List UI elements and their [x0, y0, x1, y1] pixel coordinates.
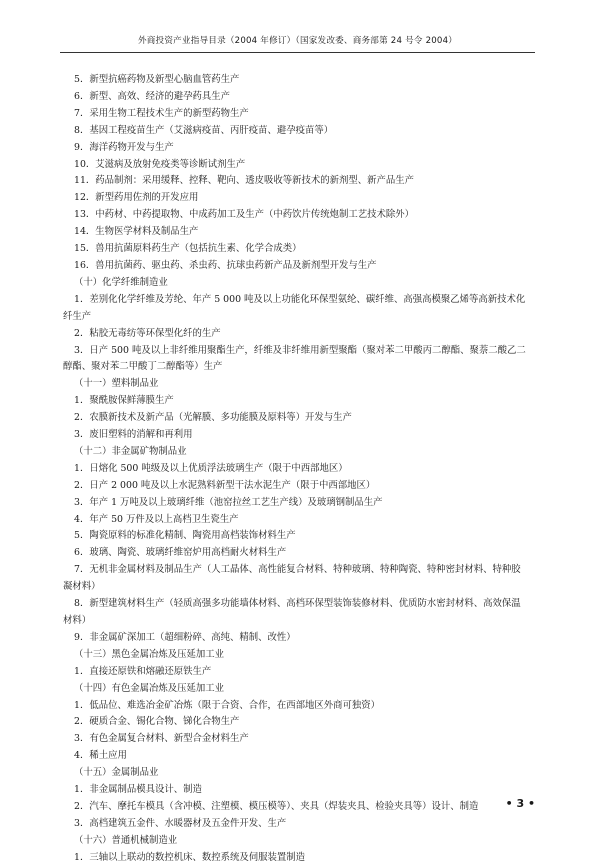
text-line: 2．汽车、摩托车模具（含冲模、注塑模、模压模等）、夹具（焊装夹具、检验夹具等）设计、制造 [74, 800, 479, 812]
text-line: 1．日熔化 500 吨级及以上优质浮法玻璃生产（限于中西部地区） [74, 462, 348, 474]
text-line: 3．废旧塑料的消解和再利用 [74, 429, 193, 441]
text-line: 1．聚酰胺保鲜薄膜生产 [74, 395, 174, 407]
text-line: （十四）有色金属冶炼及压延加工业 [74, 682, 225, 694]
text-line: 14．生物医学材料及制品生产 [74, 226, 199, 238]
text-line: 1．低品位、难选冶金矿冶炼（限于合资、合作，在西部地区外商可独资） [74, 699, 380, 711]
text-line: （十一）塑料制品业 [74, 378, 159, 390]
text-line: 3．有色金属复合材料、新型合金材料生产 [74, 733, 249, 745]
text-line: 1．差别化化学纤维及芳纶、年产 5 000 吨及以上功能化环保型氨纶、碳纤维、高强高模聚乙烯等高新技术化 [74, 293, 526, 305]
text-line: 7．采用生物工程技术生产的新型药物生产 [74, 107, 249, 119]
text-line: 1．非金属制品模具设计、制造 [74, 784, 202, 796]
text-line: 1．直接还原铁和熔融还原铁生产 [74, 665, 212, 677]
text-line: （十三）黑色金属冶炼及压延加工业 [74, 648, 225, 660]
document-body [63, 72, 547, 867]
text-line: 6．玻璃、陶瓷、玻璃纤维窑炉用高档耐火材料生产 [74, 547, 287, 559]
text-line: 3．日产 500 吨及以上非纤维用聚酯生产，纤维及非纤维用新型聚酯（聚对苯二甲酸丙二醇酯、聚萘二酸乙二 [74, 344, 526, 356]
text-line: 3．年产 1 万吨及以上玻璃纤维（池窑拉丝工艺生产线）及玻璃钢制品生产 [74, 496, 383, 508]
page-number: • 3 • [505, 797, 535, 810]
text-line: 7．无机非金属材料及制品生产（人工晶体、高性能复合材料、特种玻璃、特种陶瓷、特种密封材料、特种胶 [74, 564, 521, 576]
text-line: 15．兽用抗菌原料药生产（包括抗生素、化学合成类） [74, 243, 302, 255]
text-line: 2．日产 2 000 吨及以上水泥熟料新型干法水泥生产（限于中西部地区） [74, 479, 376, 491]
text-line: 4．稀土应用 [74, 750, 127, 762]
text-line: 1．三轴以上联动的数控机床、数控系统及伺服装置制造 [74, 851, 305, 863]
text-line: 9．海洋药物开发与生产 [74, 141, 174, 153]
text-line: 8．基因工程疫苗生产（艾滋病疫苗、丙肝疫苗、避孕疫苗等） [74, 124, 334, 136]
text-line: 醇酯、聚对苯二甲酸丁二醇酯等）生产 [63, 361, 223, 373]
text-line: 10．艾滋病及放射免疫类等诊断试剂生产 [74, 158, 246, 170]
text-line: 纤生产 [63, 310, 92, 322]
text-line: 9．非金属矿深加工（超细粉碎、高纯、精制、改性） [74, 631, 296, 643]
text-line: 材料） [63, 615, 92, 626]
text-line: 凝材料） [63, 581, 101, 593]
text-line: 12．新型药用佐剂的开发应用 [74, 192, 199, 204]
text-line: （十五）金属制品业 [74, 767, 159, 779]
text-line: 4．年产 50 万件及以上高档卫生瓷生产 [74, 513, 239, 525]
text-line: 5．新型抗癌药物及新型心脑血管药生产 [74, 74, 240, 85]
text-line: 16．兽用抗菌药、驱虫药、杀虫药、抗球虫药新产品及新剂型开发与生产 [74, 259, 377, 271]
text-line: 2．农膜新技术及新产品（光解膜、多功能膜及原料等）开发与生产 [74, 412, 352, 424]
text-line: 2．粘胶无毒纺等环保型化纤的生产 [74, 327, 221, 339]
text-line: 6．新型、高效、经济的避孕药具生产 [74, 90, 230, 102]
text-line: 11．药品制剂：采用缓释、控释、靶向、透皮吸收等新技术的新剂型、新产品生产 [74, 175, 415, 187]
text-line: （十六）普通机械制造业 [74, 834, 178, 846]
text-line: 5．陶瓷原料的标准化精制、陶瓷用高档装饰材料生产 [74, 530, 296, 542]
text-line: 13．中药材、中药提取物、中成药加工及生产（中药饮片传统炮制工艺技术除外） [74, 209, 415, 221]
text-line: 2．硬质合金、锡化合物、锑化合物生产 [74, 716, 240, 728]
text-line: （十二）非金属矿物制品业 [74, 445, 187, 457]
text-line: 8．新型建筑材料生产（轻质高强多功能墙体材料、高档环保型装饰装修材料、优质防水密封材料、高效保温 [74, 598, 521, 610]
running-header: 外商投资产业指导目录（2004 年修订）（国家发改委、商务部第 24 号令 2004） [60, 30, 535, 53]
text-line: （十）化学纤维制造业 [74, 276, 168, 288]
text-line: 3．高档建筑五金件、水暖器材及五金件开发、生产 [74, 817, 287, 829]
